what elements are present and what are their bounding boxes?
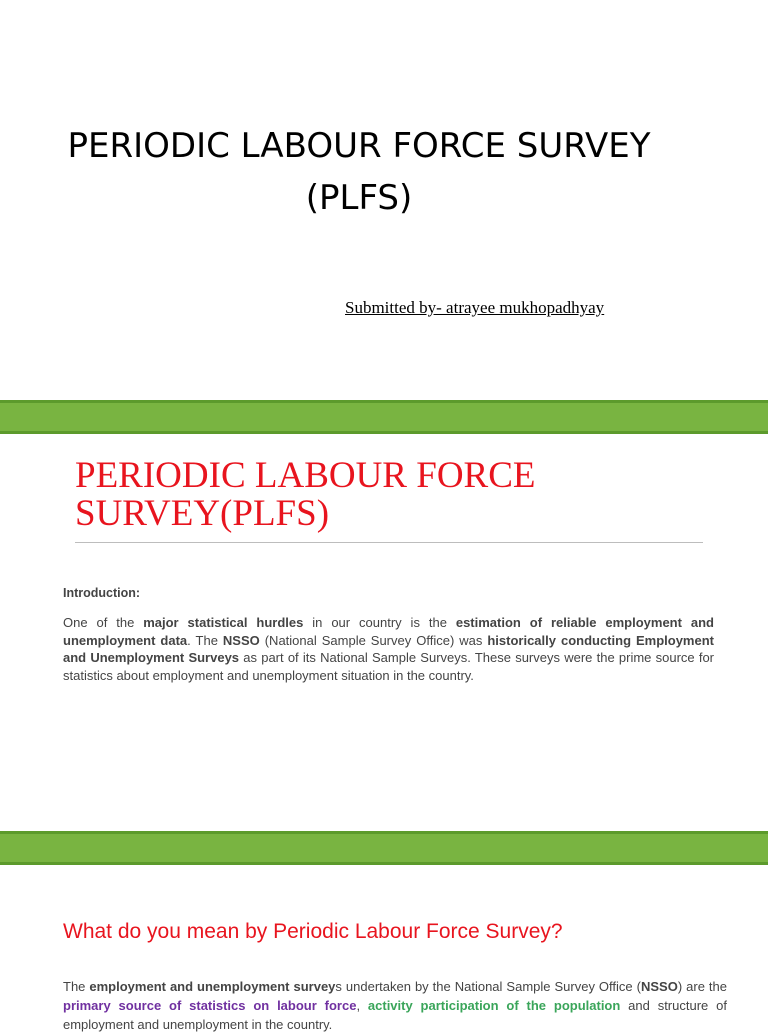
def-bold-2: NSSO (640, 979, 678, 994)
title-line-1: PERIODIC LABOUR FORCE SURVEY (67, 126, 651, 166)
slide-divider (0, 400, 768, 434)
presentation-title (0, 120, 718, 224)
def-purple-1: primary source of statistics on labour force (63, 998, 357, 1013)
intro-slide (0, 434, 768, 831)
title-slide (0, 0, 768, 400)
slide-title-line-1: PERIODIC LABOUR FORCE (75, 455, 536, 496)
slide-title-line-2: SURVEY(PLFS) (75, 493, 330, 534)
definition-paragraph (63, 977, 727, 1034)
title-line-2: (PLFS) (305, 178, 413, 218)
def-bold-1: employment and unemployment survey (89, 979, 336, 994)
intro-text-1: One of the (63, 615, 144, 630)
def-text-4: , (356, 998, 368, 1013)
intro-text-3: . The (187, 632, 223, 648)
intro-bold-2: estimation of reliable employment and unemployment data (63, 615, 714, 648)
submitted-by: Submitted by- atrayee mukhopadhyay (345, 298, 605, 317)
def-text-3: ) are the (677, 979, 727, 994)
title-rule (75, 542, 703, 543)
slide-title (75, 457, 715, 533)
def-text-1: The (63, 979, 90, 994)
def-text-2: s undertaken by the National Sample Survey Office ( (335, 979, 641, 994)
question-heading: What do you mean by Periodic Labour Force Survey? (63, 920, 563, 943)
intro-text-4: (National Sample Survey Office) was (259, 632, 488, 648)
intro-heading: Introduction: (63, 586, 141, 600)
def-text-5: and structure of employment and unemployment in the country. (63, 998, 727, 1032)
intro-paragraph (63, 614, 714, 684)
intro-bold-4: historically conducting Employment and Unemployment Surveys (63, 632, 714, 665)
intro-bold-1: major statistical hurdles (143, 615, 304, 630)
def-green-1: activity participation of the population (367, 998, 621, 1013)
definition-slide (0, 865, 768, 1032)
intro-text-2: in our country is the (303, 615, 456, 630)
intro-text-5: as part of its National Sample Surveys. These surveys were the prime source for statistics about employment and unemployment situation in the country. (63, 650, 715, 683)
intro-bold-3: NSSO (222, 632, 260, 648)
slide-divider (0, 831, 768, 865)
